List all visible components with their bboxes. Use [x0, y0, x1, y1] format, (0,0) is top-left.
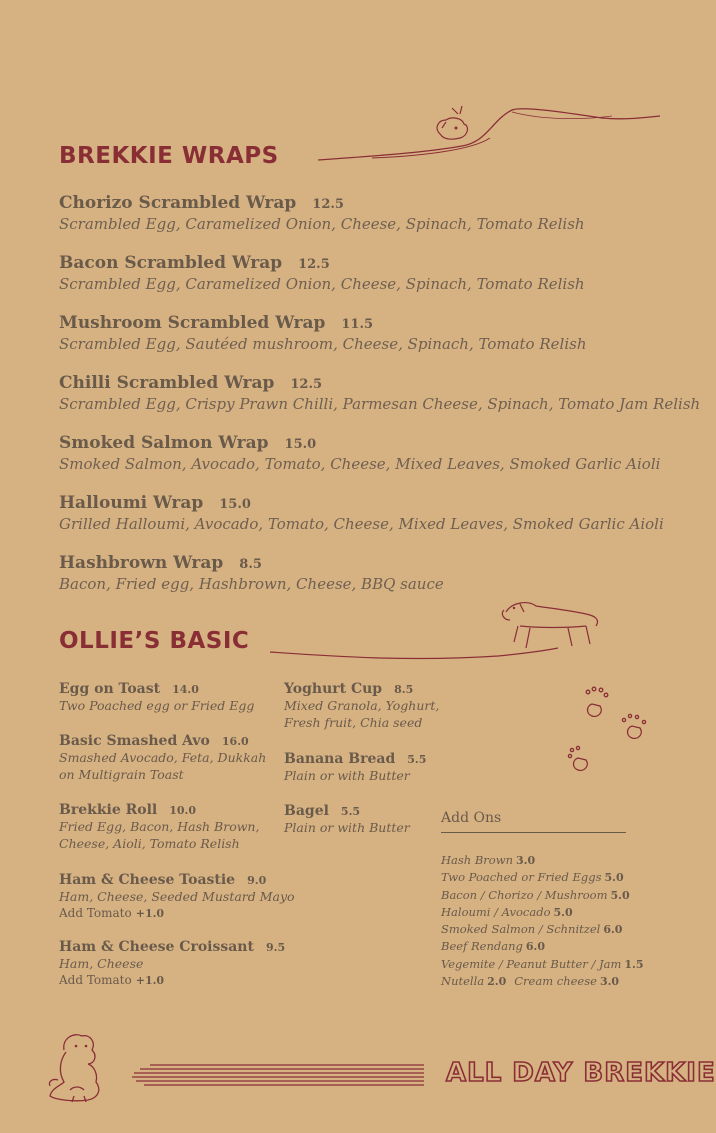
item-description: Smashed Avocado, Feta, Dukkah [59, 750, 267, 765]
addon-price: 5.0 [604, 871, 624, 885]
menu-item-basic [284, 681, 439, 731]
item-description: Plain or with Butter [284, 820, 410, 835]
addon-item [441, 852, 626, 869]
item-description: Fried Egg, Bacon, Hash Brown, [59, 819, 260, 834]
item-price: 9.0 [247, 874, 267, 887]
addon-price: 3.0 [599, 975, 620, 989]
addon-name: Smoked Salmon / Schnitzel [441, 922, 601, 937]
item-name: Yoghurt Cup [284, 681, 383, 697]
addon-item [441, 904, 626, 921]
item-price: 9.5 [265, 941, 286, 954]
addon-price: 5.0 [553, 905, 573, 919]
item-name: Chilli Scrambled Wrap [59, 373, 275, 393]
menu-item-basic [59, 681, 254, 714]
addon-name: Two Poached or Fried Eggs [441, 870, 602, 885]
item-name: Mushroom Scrambled Wrap [59, 313, 326, 333]
addon-name: Nutella [441, 974, 485, 989]
addon-item [441, 956, 644, 973]
menu-item-wrap [59, 373, 700, 413]
menu-item-basic [59, 802, 259, 852]
dachshund-illustration [268, 598, 608, 668]
item-price: 8.5 [239, 557, 262, 572]
item-description: Ham, Cheese, Seeded Mustard Mayo [59, 889, 295, 904]
item-extra-price: +1.0 [135, 907, 165, 920]
item-price: 5.5 [407, 753, 427, 766]
addons-divider [441, 832, 626, 833]
item-name: Brekkie Roll [59, 802, 158, 818]
item-description: Ham, Cheese [59, 956, 144, 971]
menu-item-basic [284, 751, 426, 784]
addon-price: 3.0 [515, 854, 536, 867]
addon-name: Vegemite / Peanut Butter / Jam [441, 956, 622, 971]
item-price: 12.5 [298, 257, 330, 272]
item-price: 5.5 [340, 805, 361, 818]
item-description: Scrambled Egg, Sautéed mushroom, Cheese, Spinach, Tomato Relish [59, 335, 587, 353]
item-description: Smoked Salmon, Avocado, Tomato, Cheese, Mixed Leaves, Smoked Garlic Aioli [59, 455, 661, 473]
item-extra: Add Tomato [59, 906, 132, 920]
addon-name: Hash Brown [441, 853, 513, 867]
item-name: Smoked Salmon Wrap [59, 433, 269, 453]
item-price: 12.5 [312, 197, 344, 212]
item-description: Mixed Granola, Yoghurt, [284, 698, 440, 713]
section-title-brekkie-wraps: BREKKIE WRAPS [59, 143, 279, 169]
item-price: 10.0 [169, 804, 197, 817]
addon-item [441, 869, 626, 886]
menu-item-wrap [59, 493, 664, 533]
item-name: Chorizo Scrambled Wrap [59, 193, 297, 213]
menu-item-wrap [59, 193, 585, 233]
item-extra-price: +1.0 [135, 974, 165, 987]
item-name: Bagel [284, 803, 329, 819]
item-price: 15.0 [284, 437, 317, 452]
addon-price: 2.0 [487, 975, 507, 989]
item-price: 16.0 [221, 735, 249, 748]
item-description: Grilled Halloumi, Avocado, Tomato, Cheese, Mixed Leaves, Smoked Garlic Aioli [59, 515, 664, 533]
item-price: 11.5 [341, 317, 374, 332]
addon-name: Cream cheese [514, 974, 597, 989]
item-description: Scrambled Egg, Crispy Prawn Chilli, Parmesan Cheese, Spinach, Tomato Jam Relish [59, 395, 701, 413]
addon-item [441, 973, 626, 990]
item-name: Bacon Scrambled Wrap [59, 253, 283, 273]
item-extra: Add Tomato [59, 973, 132, 987]
item-price: 12.5 [290, 377, 323, 392]
addon-price: 6.0 [525, 940, 545, 954]
item-description: Two Poached egg or Fried Egg [59, 698, 255, 713]
addon-item [441, 938, 626, 955]
addon-item [441, 887, 630, 904]
addons-panel [441, 810, 644, 990]
item-name: Egg on Toast [59, 681, 161, 697]
item-name: Hashbrown Wrap [59, 553, 224, 573]
dog-sitting-illustration [44, 1030, 110, 1106]
item-name: Halloumi Wrap [59, 493, 204, 513]
section-title-ollies-basic: OLLIE’S BASIC [59, 628, 250, 654]
item-description: on Multigrain Toast [59, 767, 184, 782]
item-name: Basic Smashed Avo [59, 733, 210, 749]
item-price: 8.5 [394, 683, 414, 696]
item-name: Banana Bread [284, 751, 396, 767]
menu-item-wrap [59, 253, 585, 293]
item-description: Scrambled Egg, Caramelized Onion, Cheese, Spinach, Tomato Relish [59, 275, 585, 293]
menu-item-basic [59, 939, 285, 989]
menu-item-wrap [59, 553, 444, 593]
paw-print-icon [560, 680, 655, 780]
item-name: Ham & Cheese Toastie [59, 872, 236, 888]
menu-item-basic [59, 872, 295, 922]
addon-item [441, 921, 626, 938]
item-description: Cheese, Aioli, Tomato Relish [59, 836, 240, 851]
item-price: 15.0 [219, 497, 251, 512]
brand-wordmark: ALL DAY BREKKIE [446, 1058, 716, 1088]
addon-name: Beef Rendang [441, 939, 523, 954]
addon-price: 6.0 [603, 923, 623, 937]
item-description: Bacon, Fried egg, Hashbrown, Cheese, BBQ sauce [59, 575, 444, 593]
item-description: Fresh fruit, Chia seed [284, 715, 423, 730]
menu-item-basic [59, 733, 266, 783]
addon-name: Bacon / Chorizo / Mushroom [441, 887, 608, 902]
decorative-lines [130, 1063, 426, 1089]
addon-price: 1.5 [624, 957, 644, 971]
dog-head-illustration [312, 98, 662, 168]
addons-title: Add Ons [441, 810, 502, 826]
menu-item-basic [284, 803, 410, 836]
addon-price: 5.0 [610, 888, 630, 902]
item-description: Plain or with Butter [284, 768, 410, 783]
item-price: 14.0 [172, 683, 199, 696]
item-description: Scrambled Egg, Caramelized Onion, Cheese, Spinach, Tomato Relish [59, 215, 585, 233]
menu-item-wrap [59, 433, 660, 473]
item-name: Ham & Cheese Croissant [59, 939, 254, 955]
addon-name: Haloumi / Avocado [441, 904, 551, 919]
menu-item-wrap [59, 313, 586, 353]
